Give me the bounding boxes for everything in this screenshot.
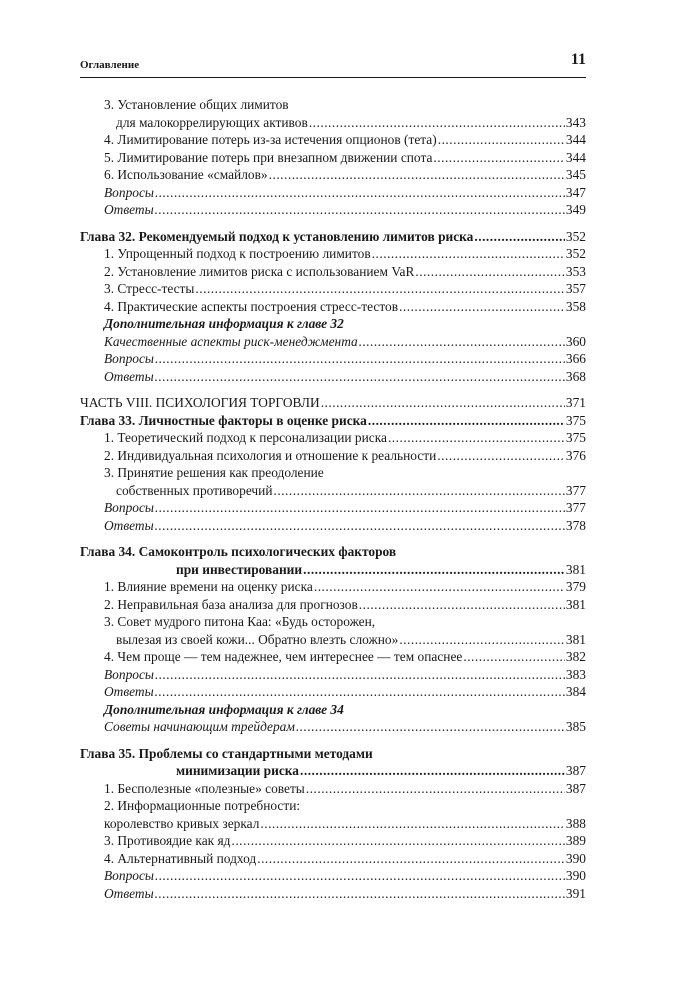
toc-entry (80, 131, 586, 149)
dot-leader (314, 578, 565, 596)
toc-entry-page: 384 (565, 684, 586, 699)
toc-entry-title: для малокоррелирующих активов (116, 114, 308, 130)
header-rule (80, 77, 586, 78)
toc-entry-title: Глава 34. Самоконтроль психологических факторов (80, 544, 397, 559)
toc-entry (80, 648, 586, 666)
toc-entry (80, 885, 586, 903)
toc-entry (80, 166, 586, 184)
toc-entry-title: Ответы (104, 368, 154, 384)
toc-entry (80, 718, 586, 736)
dot-leader (437, 447, 565, 465)
toc-entry-title: 6. Использование «смайлов» (104, 167, 268, 182)
toc-entry (80, 114, 586, 132)
toc-entry (80, 298, 586, 316)
toc-entry-title: при инвестировании (176, 561, 303, 577)
dot-leader (155, 885, 565, 903)
toc-entry (80, 333, 586, 351)
dot-leader (155, 499, 565, 517)
toc-entry-title: собственных противоречий (116, 482, 273, 498)
toc-entry-page: 360 (565, 333, 586, 349)
toc-entry-page: 390 (565, 850, 586, 866)
dot-leader (415, 263, 565, 281)
toc-entry (80, 613, 586, 631)
toc-entry (80, 666, 586, 684)
toc-entry-title: 4. Лимитирование потерь из-за истечения опционов (тета) (104, 132, 437, 147)
toc-entry-page: 347 (565, 184, 586, 200)
dot-leader (155, 184, 565, 202)
toc-entry (80, 412, 586, 430)
toc-entry (80, 578, 586, 596)
toc-entry-title: 3. Принятие решения как преодоление (104, 465, 324, 480)
section-gap (80, 736, 586, 745)
toc-entry (80, 797, 586, 815)
toc-entry (80, 683, 586, 701)
toc-entry-title: 2. Неправильная база анализа для прогнозов (104, 596, 358, 612)
toc-entry-title: Вопросы (104, 666, 154, 682)
toc-entry-page: 391 (565, 885, 586, 901)
toc-entry-title: Вопросы (104, 500, 154, 515)
toc-entry-title: 4. Альтернативный подход (104, 850, 257, 866)
toc-entry (80, 464, 586, 482)
toc-entry (80, 96, 586, 114)
toc-entry-title: вылезая из своей кожи... Обратно влезть сложно» (116, 631, 399, 647)
dot-leader (309, 114, 565, 132)
dot-leader (372, 245, 565, 263)
table-of-contents (80, 96, 586, 902)
toc-entry-title: 3. Совет мудрого питона Каа: «Будь осторожен, (104, 614, 376, 629)
dot-leader (195, 280, 565, 298)
toc-entry-page: 379 (565, 579, 586, 594)
dot-leader (303, 561, 565, 579)
toc-entry-page: 376 (565, 447, 586, 463)
toc-entry (80, 149, 586, 167)
toc-entry-title: 2. Установление лимитов риска с использованием VaR (104, 263, 415, 279)
dot-leader (306, 780, 565, 798)
toc-entry-title: Глава 32. Рекомендуемый подход к установлению лимитов риска (80, 228, 474, 244)
toc-entry-title: Качественные аспекты риск-менеджмента (104, 333, 358, 349)
toc-entry-title: Ответы (104, 202, 154, 217)
toc-entry (80, 184, 586, 202)
dot-leader (438, 131, 565, 149)
dot-leader (155, 517, 565, 535)
dot-leader (359, 333, 565, 351)
dot-leader (269, 166, 565, 184)
dot-leader (155, 201, 565, 219)
toc-entry (80, 832, 586, 850)
toc-entry (80, 280, 586, 298)
dot-leader (399, 631, 565, 649)
toc-entry (80, 867, 586, 885)
toc-entry-page: 377 (565, 500, 586, 515)
toc-entry (80, 394, 586, 412)
dot-leader (155, 666, 565, 684)
toc-entry (80, 543, 586, 561)
toc-entry (80, 596, 586, 614)
toc-entry-title: 1. Теоретический подход к персонализации риска (104, 430, 387, 445)
toc-entry-title: Глава 35. Проблемы со стандартными методами (80, 745, 373, 761)
toc-entry (80, 815, 586, 833)
toc-entry-page: 375 (565, 430, 586, 445)
toc-entry (80, 561, 586, 579)
dot-leader (388, 429, 565, 447)
toc-entry-page: 344 (565, 149, 586, 165)
toc-entry-title: 5. Лимитирование потерь при внезапном движении спота (104, 149, 433, 165)
section-gap (80, 534, 586, 543)
toc-entry-page: 353 (565, 263, 586, 279)
toc-entry-title: Ответы (104, 684, 154, 699)
toc-entry (80, 482, 586, 500)
toc-entry-page: 383 (565, 666, 586, 682)
toc-entry-page: 381 (565, 631, 586, 647)
toc-entry-page: 368 (565, 368, 586, 384)
toc-entry (80, 447, 586, 465)
toc-entry (80, 701, 586, 719)
toc-entry-page: 388 (565, 815, 586, 831)
toc-entry-title: Советы начинающим трейдерам (104, 719, 295, 734)
toc-entry-page: 390 (565, 868, 586, 883)
dot-leader (260, 815, 565, 833)
toc-entry-title: королевство кривых зеркал (104, 815, 260, 831)
toc-entry-title: Вопросы (104, 351, 154, 366)
toc-entry-page: 352 (565, 246, 586, 261)
toc-entry-title: 4. Практические аспекты построения стресс-тестов (104, 298, 399, 314)
toc-entry-title: ЧАСТЬ VIII. ПСИХОЛОГИЯ ТОРГОВЛИ (80, 395, 320, 410)
dot-leader (274, 482, 565, 500)
toc-entry (80, 263, 586, 281)
toc-entry-title: Ответы (104, 517, 154, 533)
dot-leader (155, 350, 565, 368)
toc-entry-title: 2. Индивидуальная психология и отношение к реальности (104, 447, 437, 463)
section-gap (80, 219, 586, 228)
dot-leader (155, 368, 565, 386)
toc-entry-page: 371 (565, 395, 586, 410)
toc-entry (80, 631, 586, 649)
toc-entry-title: Глава 33. Личностные факторы в оценке риска (80, 412, 367, 428)
toc-entry (80, 517, 586, 535)
toc-entry-page: 381 (565, 561, 586, 577)
toc-entry-title: 1. Влияние времени на оценку риска (104, 579, 313, 594)
toc-entry-page: 377 (565, 482, 586, 498)
toc-entry-page: 357 (565, 281, 586, 296)
toc-entry-page: 387 (565, 780, 586, 796)
running-title: Оглавление (80, 59, 140, 71)
toc-entry (80, 315, 586, 333)
toc-entry-page: 366 (565, 351, 586, 366)
toc-entry-title: 1. Упрощенный подход к построению лимитов (104, 246, 371, 261)
dot-leader (321, 394, 565, 412)
toc-entry (80, 429, 586, 447)
toc-entry (80, 368, 586, 386)
toc-entry (80, 780, 586, 798)
toc-entry-title: минимизации риска (176, 763, 299, 778)
dot-leader (399, 298, 565, 316)
dot-leader (463, 648, 565, 666)
toc-entry-page: 375 (565, 412, 586, 428)
toc-entry-page: 385 (565, 719, 586, 734)
toc-entry (80, 850, 586, 868)
toc-entry-page: 389 (565, 833, 586, 848)
dot-leader (231, 832, 564, 850)
dot-leader (155, 867, 565, 885)
toc-entry-title: 3. Противоядие как яд (104, 833, 231, 848)
toc-entry-page: 343 (565, 114, 586, 130)
page-header (80, 50, 586, 78)
toc-entry-page: 344 (565, 132, 586, 147)
dot-leader (368, 412, 565, 430)
dot-leader (433, 149, 565, 167)
toc-entry-title: Дополнительная информация к главе 32 (104, 316, 344, 331)
dot-leader (155, 683, 565, 701)
toc-entry (80, 745, 586, 763)
toc-entry-page: 345 (565, 167, 586, 182)
dot-leader (296, 718, 565, 736)
toc-entry-title: 3. Стресс-тесты (104, 281, 195, 296)
toc-entry (80, 245, 586, 263)
toc-entry-title: 1. Бесполезные «полезные» советы (104, 780, 305, 796)
toc-entry-title: Дополнительная информация к главе 34 (104, 701, 344, 717)
toc-entry-page: 387 (565, 763, 586, 778)
toc-entry-title: 2. Информационные потребности: (104, 798, 301, 813)
toc-entry (80, 350, 586, 368)
toc-entry-page: 352 (565, 228, 586, 244)
toc-entry (80, 499, 586, 517)
toc-entry (80, 762, 586, 780)
dot-leader (300, 762, 565, 780)
toc-entry (80, 228, 586, 246)
toc-entry-page: 381 (565, 596, 586, 612)
section-gap (80, 385, 586, 394)
toc-entry-page: 358 (565, 298, 586, 314)
dot-leader (359, 596, 565, 614)
toc-entry-title: 3. Установление общих лимитов (104, 97, 289, 112)
toc-entry-title: 4. Чем проще — тем надежнее, чем интереснее — тем опаснее (104, 649, 463, 664)
toc-entry-page: 349 (565, 202, 586, 217)
dot-leader (474, 228, 565, 246)
toc-entry (80, 201, 586, 219)
toc-entry-title: Ответы (104, 885, 154, 901)
dot-leader (257, 850, 565, 868)
toc-entry-title: Вопросы (104, 868, 154, 883)
page-number: 11 (570, 51, 586, 68)
toc-entry-title: Вопросы (104, 184, 154, 200)
toc-entry-page: 382 (565, 649, 586, 664)
toc-entry-page: 378 (565, 517, 586, 533)
